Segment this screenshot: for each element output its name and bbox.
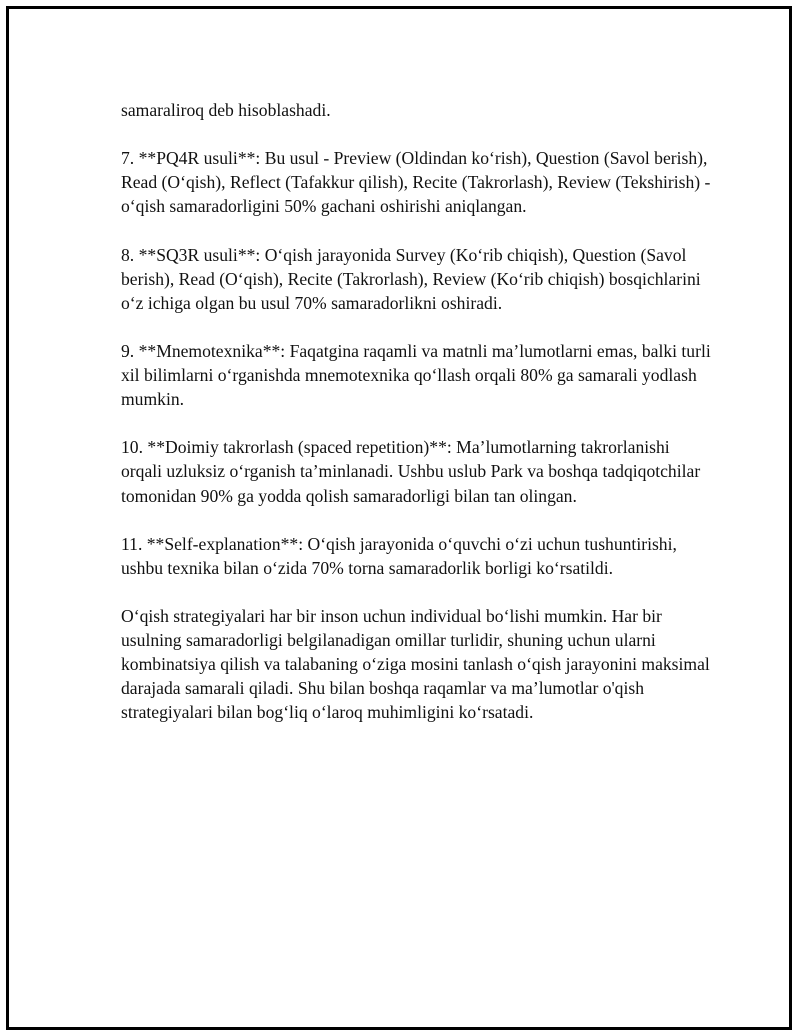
document-page <box>6 6 792 1030</box>
paragraph-spaced-repetition: 10. **Doimiy takrorlash (spaced repetition)**: Ma’lumotlarning takrorlanishi orqali uzluksiz o‘rganish ta’minlanadi. Ushbu uslub Park va boshqa tadqiqotchilar tomonidan 90% ga yodda qolish samaradorligi bilan tan olingan. <box>121 437 701 506</box>
paragraph-conclusion: O‘qish strategiyalari har bir inson uchun individual bo‘lishi mumkin. Har bir usulning samaradorligi belgilanadigan omillar turlidir, shuning uchun ularni kombinatsiya qilish va talabaning o‘ziga mosini tanlash o‘qish jarayonini maksimal darajada samarali qiladi. Shu bilan boshqa raqamlar va ma’lumotlar o'qish strategiyalari bilan bog‘liq o‘laroq muhimligini ko‘rsatadi. <box>121 605 710 723</box>
paragraph-sq3r: 8. **SQ3R usuli**: O‘qish jarayonida Survey (Ko‘rib chiqish), Question (Savol berish), Read (O‘qish), Recite (Takrorlash), Review (Ko‘rib chiqish) bosqichlarini o‘z ichiga olgan bu usul 70% samaradorlikni oshiradi. <box>121 244 701 313</box>
paragraph-mnemotexnika: 9. **Mnemotexnika**: Faqatgina raqamli va matnli ma’lumotlarni emas, balki turli xil bilimlarni o‘rganishda mnemotexnika qo‘llash orqali 80% ga samarali yodlash mumkin. <box>121 340 711 410</box>
paragraph-self-explanation: 11. **Self-explanation**: O‘qish jarayonida o‘quvchi o‘zi uchun tushuntirishi, ushbu texnika bilan o‘zida 70% torna samaradorlik borligi ko‘rsatildi. <box>121 533 677 578</box>
paragraph-continuation: samaraliroq deb hisoblashadi. <box>121 100 331 120</box>
document-body <box>121 98 711 749</box>
paragraph-pq4r: 7. **PQ4R usuli**: Bu usul - Preview (Oldindan ko‘rish), Question (Savol berish), Read (O‘qish), Reflect (Tafakkur qilish), Recite (Takrorlash), Review (Tekshirish) - o‘qish samaradorligini 50% gachani oshirishi aniqlangan. <box>121 148 711 217</box>
